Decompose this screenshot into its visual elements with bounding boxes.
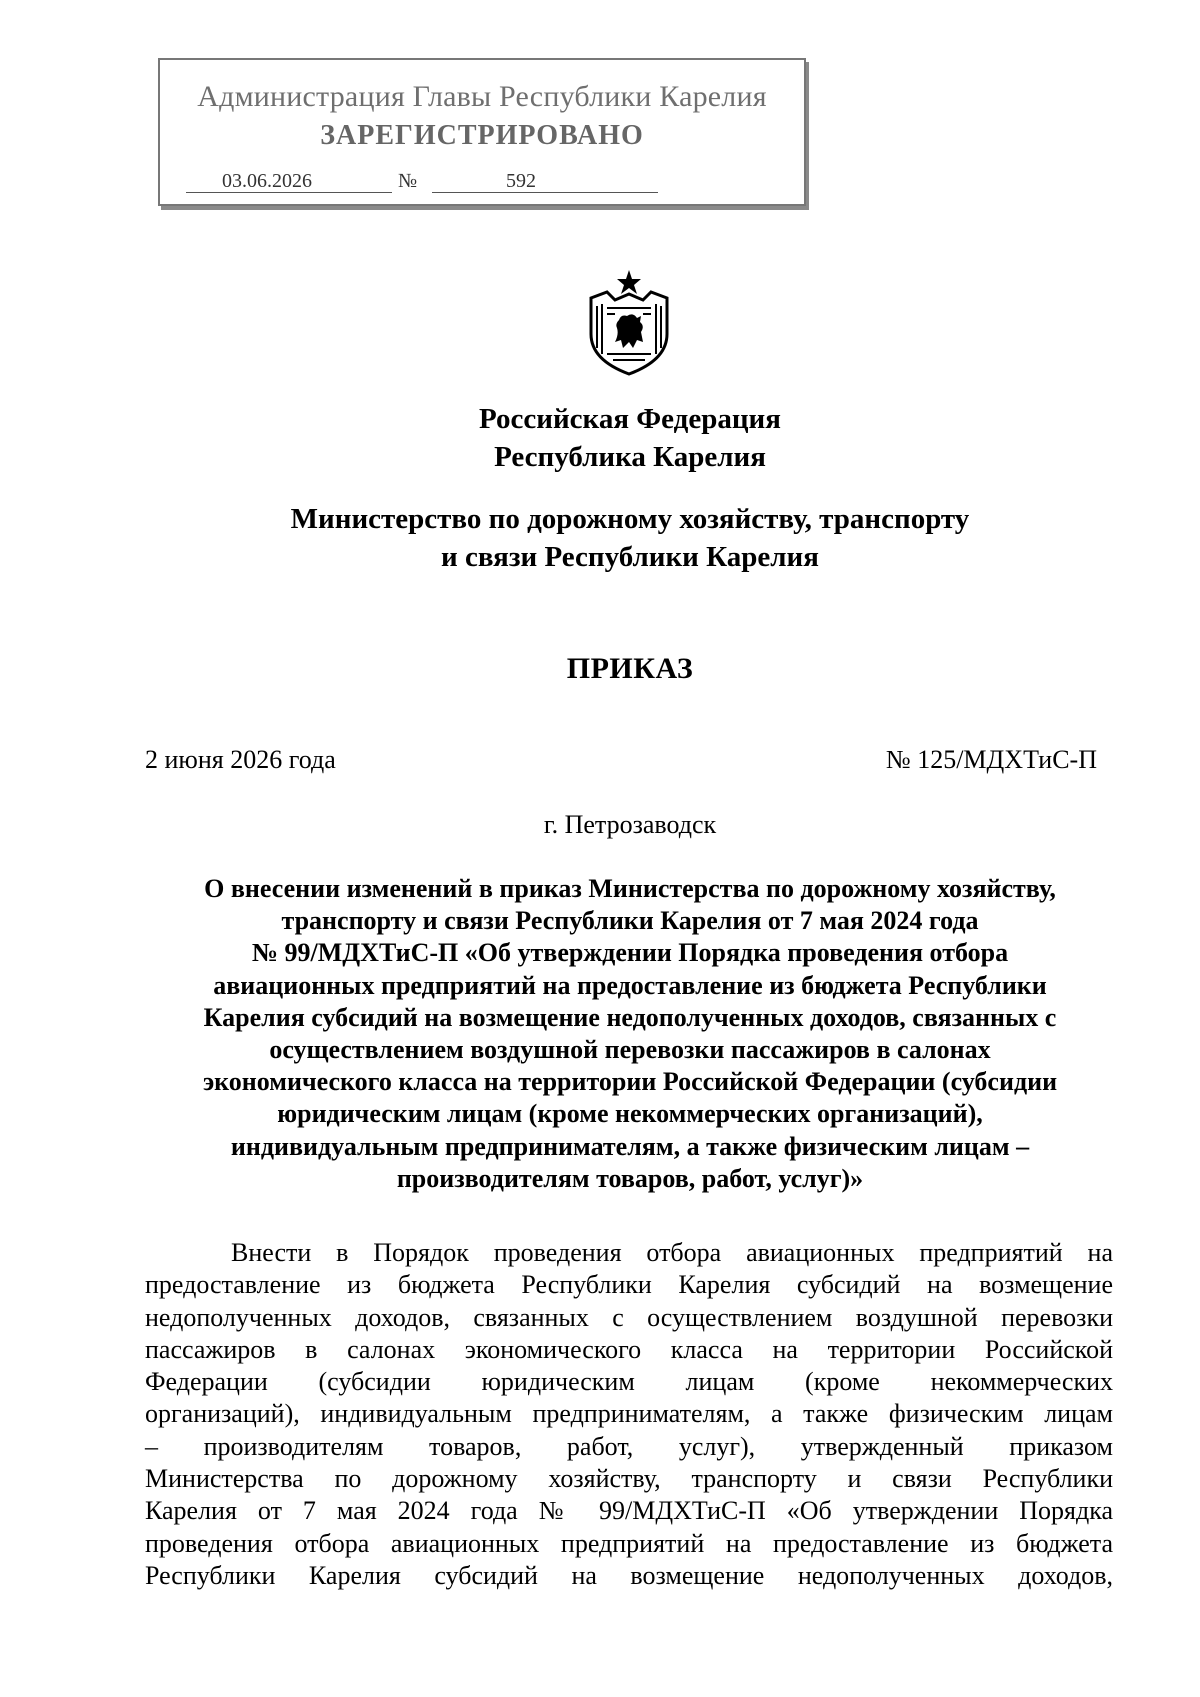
body-line: – производителям товаров, работ, услуг), утвержденный приказом (145, 1431, 1113, 1461)
body-line: предоставление из бюджета Республики Карелия субсидий на возмещение (145, 1270, 1113, 1300)
header-country: Российская Федерация (479, 403, 781, 435)
body-paragraph (145, 1237, 1113, 1592)
body-line: организаций), индивидуальным предпринимателям, а также физическим лицам (145, 1399, 1113, 1429)
registration-stamp (158, 58, 806, 206)
document-subject (130, 873, 1130, 1195)
subject-line: № 99/МДХТиС-П «Об утверждении Порядка проведения отбора (251, 938, 1009, 968)
document-date: 2 июня 2026 года (145, 745, 336, 774)
body-line: Республики Карелия субсидий на возмещение недополученных доходов, (145, 1560, 1113, 1590)
body-line: Внести в Порядок проведения отбора авиационных предприятий на (231, 1238, 1113, 1267)
stamp-number-line (432, 172, 658, 193)
stamp-organization: Администрация Главы Республики Карелия (197, 80, 767, 113)
body-line: Карелия от 7 мая 2024 года № 99/МДХТиС-П «Об утверждении Порядка (145, 1496, 1113, 1526)
body-line: проведения отбора авиационных предприятий на предоставление из бюджета (145, 1528, 1113, 1558)
subject-line: юридическим лицам (кроме некоммерческих организаций), (277, 1099, 983, 1129)
ministry-line-2: и связи Республики Карелия (441, 541, 819, 573)
stamp-status: ЗАРЕГИСТРИРОВАНО (320, 120, 644, 151)
header-ministry-block (0, 500, 1200, 576)
document-city: г. Петрозаводск (543, 810, 717, 839)
subject-line: транспорту и связи Республики Карелия от 7 мая 2024 года (281, 906, 979, 936)
subject-line: Карелия субсидий на возмещение недополученных доходов, связанных с (203, 1002, 1057, 1032)
body-line: недополученных доходов, связанных с осуществлением воздушной перевозки (145, 1302, 1113, 1332)
stamp-number-sign: № (398, 170, 418, 192)
subject-line: осуществлением воздушной перевозки пассажиров в салонах (269, 1035, 991, 1065)
stamp-date-line (186, 172, 392, 193)
document-type: ПРИКАЗ (566, 652, 694, 685)
subject-line: авиационных предприятий на предоставление из бюджета Республики (213, 970, 1047, 1000)
header-country-block (0, 400, 1200, 476)
body-line: Федерации (субсидии юридическим лицам (кроме некоммерческих (145, 1367, 1113, 1397)
subject-line: индивидуальным предпринимателям, а также физическим лицам – (230, 1131, 1030, 1161)
stamp-date: 03.06.2026 (222, 170, 312, 192)
ministry-line-1: Министерство по дорожному хозяйству, транспорту (290, 503, 970, 535)
body-line: пассажиров в салонах экономического класса на территории Российской (145, 1334, 1113, 1364)
header-region: Республика Карелия (494, 441, 766, 473)
karelia-coat-of-arms-icon (585, 268, 673, 376)
body-line: Министерства по дорожному хозяйству, транспорту и связи Республики (145, 1464, 1113, 1494)
subject-line: О внесении изменений в приказ Министерства по дорожному хозяйству, (204, 874, 1056, 903)
stamp-number: 592 (506, 170, 536, 192)
subject-line: экономического класса на территории Российской Федерации (субсидии (202, 1067, 1058, 1097)
subject-line: производителям товаров, работ, услуг)» (396, 1163, 864, 1193)
document-number: № 125/МДХТиС-П (885, 745, 1097, 774)
